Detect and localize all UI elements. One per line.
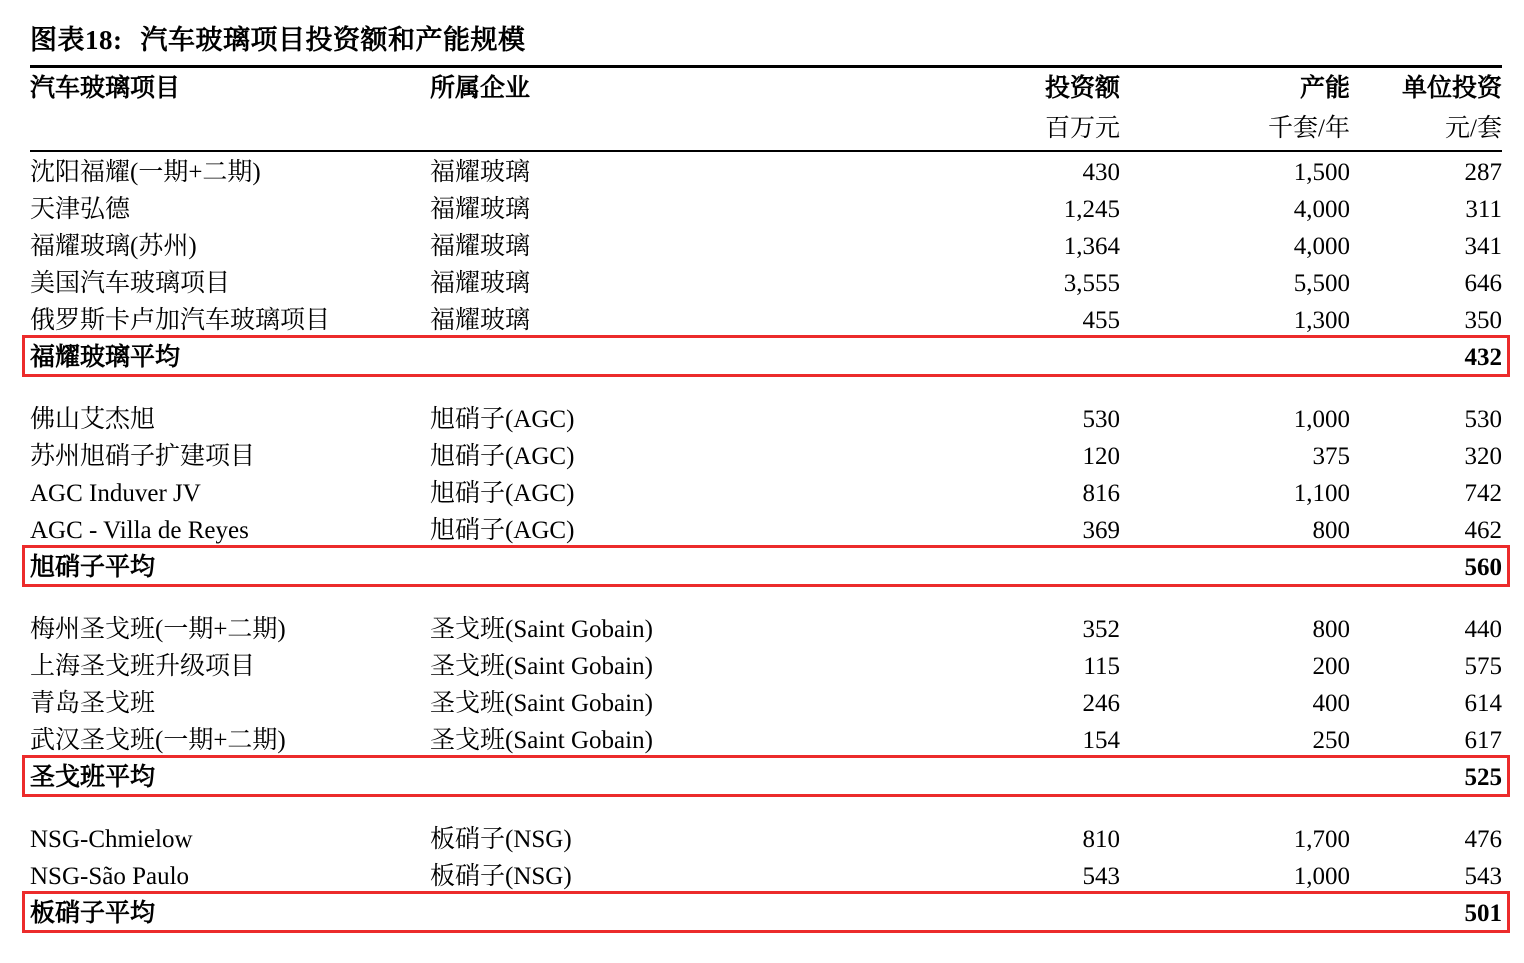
table-row: [30, 819, 1502, 856]
unit-investment-col: 百万元: [1044, 115, 1120, 142]
cell-project: 苏州旭硝子扩建项目: [30, 442, 256, 470]
cell-project: NSG-São Paulo: [30, 862, 190, 890]
spacer-cell: [30, 375, 1502, 399]
table-row: [30, 399, 1502, 436]
cell-unit-investment: 476: [1464, 825, 1502, 853]
cell-investment: 816: [1082, 479, 1120, 507]
cell-capacity: 800: [1312, 615, 1350, 643]
cell-capacity: 1,000: [1293, 405, 1350, 433]
cell-company: 旭硝子(AGC): [430, 405, 575, 433]
cell-project: 天津弘德: [30, 195, 131, 223]
cell-investment: [890, 757, 1120, 795]
cell-project: 梅州圣戈班(一期+二期): [30, 615, 286, 643]
cell-capacity: [1120, 547, 1350, 585]
cell-unit-investment: 311: [1465, 195, 1502, 223]
cell-unit-investment: 462: [1464, 516, 1502, 544]
cell-capacity: 5,500: [1293, 269, 1350, 297]
cell-investment: [890, 547, 1120, 585]
table-row: [30, 436, 1502, 473]
cell-unit-investment: 525: [1464, 763, 1502, 791]
cell-company: 圣戈班(Saint Gobain): [430, 615, 653, 643]
cell-capacity: 1,500: [1293, 158, 1350, 186]
cell-unit-investment: 742: [1464, 479, 1502, 507]
table-row: [30, 609, 1502, 646]
cell-investment: 810: [1082, 825, 1120, 853]
table-row: [30, 263, 1502, 300]
header-capacity: 产能: [1299, 75, 1350, 102]
cell-investment: 352: [1082, 615, 1120, 643]
figure-label: 图表18:: [30, 25, 123, 55]
table-row-average: [30, 547, 1502, 585]
cell-company: 福耀玻璃: [430, 158, 531, 186]
cell-company: 福耀玻璃: [430, 269, 531, 297]
table-row-average: [30, 757, 1502, 795]
table-row: [30, 683, 1502, 720]
table-row: [30, 189, 1502, 226]
cell-unit-investment: 350: [1464, 306, 1502, 334]
cell-investment: [890, 337, 1120, 375]
cell-company: 旭硝子(AGC): [430, 516, 575, 544]
cell-project: 板硝子平均: [30, 899, 156, 927]
cell-unit-investment: 341: [1464, 232, 1502, 260]
cell-project: AGC - Villa de Reyes: [30, 516, 249, 544]
cell-capacity: 800: [1312, 516, 1350, 544]
table-row: [30, 473, 1502, 510]
cell-project: 福耀玻璃平均: [30, 343, 181, 371]
cell-company: 福耀玻璃: [430, 232, 531, 260]
cell-company: [430, 757, 890, 795]
cell-unit-investment: 543: [1464, 862, 1502, 890]
cell-capacity: 1,100: [1293, 479, 1350, 507]
cell-company: [430, 337, 890, 375]
cell-capacity: [1120, 893, 1350, 931]
cell-capacity: 1,300: [1293, 306, 1350, 334]
cell-capacity: 4,000: [1293, 195, 1350, 223]
table-body: [30, 152, 1502, 931]
table-header: [30, 68, 1502, 150]
cell-investment: 120: [1082, 442, 1120, 470]
cell-company: 圣戈班(Saint Gobain): [430, 652, 653, 680]
cell-capacity: [1120, 757, 1350, 795]
cell-investment: 246: [1082, 689, 1120, 717]
spacer-cell: [30, 585, 1502, 609]
cell-investment: 154: [1082, 726, 1120, 754]
cell-unit-investment: 432: [1464, 343, 1502, 371]
cell-capacity: 250: [1312, 726, 1350, 754]
cell-capacity: 1,000: [1293, 862, 1350, 890]
cell-investment: 3,555: [1063, 269, 1120, 297]
cell-capacity: 400: [1312, 689, 1350, 717]
cell-company: [430, 893, 890, 931]
cell-project: 佛山艾杰旭: [30, 405, 156, 433]
cell-company: 旭硝子(AGC): [430, 442, 575, 470]
header-row: [30, 68, 1502, 108]
table-row: [30, 856, 1502, 893]
header-project: 汽车玻璃项目: [30, 75, 181, 102]
cell-project: NSG-Chmielow: [30, 825, 193, 853]
unit-project: [30, 108, 430, 150]
table-row: [30, 646, 1502, 683]
cell-project: 武汉圣戈班(一期+二期): [30, 726, 286, 754]
group-spacer: [30, 375, 1502, 399]
cell-unit-investment: 617: [1464, 726, 1502, 754]
cell-company: 圣戈班(Saint Gobain): [430, 726, 653, 754]
table-row: [30, 226, 1502, 263]
cell-unit-investment: 530: [1464, 405, 1502, 433]
table-row: [30, 510, 1502, 547]
cell-project: 福耀玻璃(苏州): [30, 232, 197, 260]
cell-project: 上海圣戈班升级项目: [30, 652, 256, 680]
unit-unit-investment-col: 元/套: [1445, 115, 1502, 142]
investment-table: [30, 68, 1502, 150]
cell-unit-investment: 575: [1464, 652, 1502, 680]
cell-investment: 369: [1082, 516, 1120, 544]
cell-capacity: 375: [1312, 442, 1350, 470]
cell-project: 沈阳福耀(一期+二期): [30, 158, 261, 186]
cell-investment: 543: [1082, 862, 1120, 890]
cell-project: AGC Induver JV: [30, 479, 201, 507]
cell-unit-investment: 287: [1464, 158, 1502, 186]
cell-investment: 530: [1082, 405, 1120, 433]
cell-company: 圣戈班(Saint Gobain): [430, 689, 653, 717]
unit-company: [430, 108, 890, 150]
cell-company: 板硝子(NSG): [430, 862, 572, 890]
header-investment: 投资额: [1044, 75, 1120, 102]
unit-capacity-col: 千套/年: [1268, 115, 1350, 142]
cell-unit-investment: 320: [1464, 442, 1502, 470]
header-unit-investment: 单位投资: [1401, 75, 1502, 102]
group-spacer: [30, 585, 1502, 609]
cell-unit-investment: 440: [1464, 615, 1502, 643]
cell-unit-investment: 646: [1464, 269, 1502, 297]
investment-table-body: [30, 152, 1502, 931]
group-spacer: [30, 795, 1502, 819]
cell-capacity: [1120, 337, 1350, 375]
figure-title-row: [0, 0, 1524, 65]
cell-company: 福耀玻璃: [430, 195, 531, 223]
spacer-cell: [30, 795, 1502, 819]
cell-capacity: 200: [1312, 652, 1350, 680]
cell-investment: 455: [1082, 306, 1120, 334]
cell-project: 俄罗斯卡卢加汽车玻璃项目: [30, 306, 331, 334]
cell-unit-investment: 614: [1464, 689, 1502, 717]
cell-project: 圣戈班平均: [30, 763, 156, 791]
cell-capacity: 1,700: [1293, 825, 1350, 853]
cell-unit-investment: 560: [1464, 553, 1502, 581]
cell-company: [430, 547, 890, 585]
table-row: [30, 300, 1502, 337]
cell-investment: [890, 893, 1120, 931]
cell-company: 旭硝子(AGC): [430, 479, 575, 507]
table-row: [30, 152, 1502, 189]
cell-company: 板硝子(NSG): [430, 825, 572, 853]
cell-capacity: 4,000: [1293, 232, 1350, 260]
cell-investment: 115: [1083, 652, 1120, 680]
page-title: 汽车玻璃项目投资额和产能规模: [140, 25, 526, 55]
cell-investment: 1,245: [1063, 195, 1120, 223]
cell-company: 福耀玻璃: [430, 306, 531, 334]
table-row: [30, 720, 1502, 757]
cell-project: 旭硝子平均: [30, 553, 156, 581]
header-units-row: [30, 108, 1502, 150]
cell-investment: 1,364: [1063, 232, 1120, 260]
header-company: 所属企业: [430, 75, 531, 102]
cell-project: 青岛圣戈班: [30, 689, 156, 717]
cell-investment: 430: [1082, 158, 1120, 186]
table-row-average: [30, 337, 1502, 375]
cell-unit-investment: 501: [1464, 899, 1502, 927]
cell-project: 美国汽车玻璃项目: [30, 269, 231, 297]
table-row-average: [30, 893, 1502, 931]
